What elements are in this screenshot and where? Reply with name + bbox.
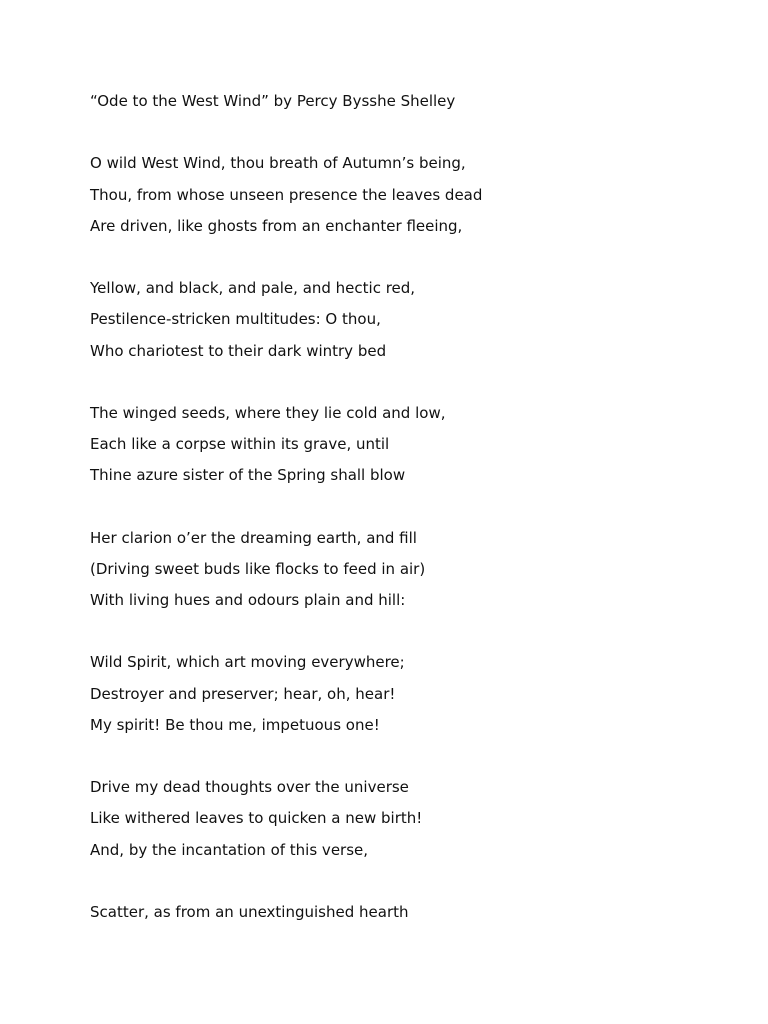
poem-line: Yellow, and black, and pale, and hectic red, xyxy=(90,279,416,298)
stanza xyxy=(90,523,710,617)
stanza xyxy=(90,897,710,928)
poem-line: With living hues and odours plain and hill: xyxy=(90,591,406,609)
stanza-gap xyxy=(90,866,710,897)
stanza xyxy=(90,148,710,242)
poem-line: Are driven, like ghosts from an enchanter fleeing, xyxy=(90,216,463,235)
poem-line: Her clarion o’er the dreaming earth, and fill xyxy=(90,528,417,547)
poem-line: Scatter, as from an unextinguished hearth xyxy=(90,902,409,921)
poem-line: Who chariotest to their dark wintry bed xyxy=(90,341,387,360)
poem-line: My spirit! Be thou me, impetuous one! xyxy=(90,715,380,734)
poem-line: Each like a corpse within its grave, until xyxy=(90,435,390,454)
poem-line: Pestilence-stricken multitudes: O thou, xyxy=(90,310,381,329)
poem-line: The winged seeds, where they lie cold and low, xyxy=(90,403,446,422)
poem-line: Wild Spirit, which art moving everywhere; xyxy=(90,653,405,672)
poem-line: O wild West Wind, thou breath of Autumn’s being, xyxy=(90,154,466,173)
stanza-gap xyxy=(90,741,710,772)
stanza-gap xyxy=(90,367,710,398)
stanza-gap xyxy=(90,616,710,647)
stanza xyxy=(90,772,710,866)
stanza xyxy=(90,398,710,492)
stanza-gap xyxy=(90,117,710,148)
stanza-gap xyxy=(90,491,710,522)
poem-line: Like withered leaves to quicken a new birth! xyxy=(90,809,423,828)
poem-line: Thine azure sister of the Spring shall blow xyxy=(90,466,406,485)
poem-line: Destroyer and preserver; hear, oh, hear! xyxy=(90,684,396,703)
poem-line: (Driving sweet buds like flocks to feed in air) xyxy=(90,559,426,578)
stanza-gap xyxy=(90,242,710,273)
stanza xyxy=(90,647,710,741)
poem-line: Thou, from whose unseen presence the leaves dead xyxy=(90,185,483,204)
poem-title: “Ode to the West Wind” by Percy Bysshe Shelley xyxy=(90,92,456,110)
stanza xyxy=(90,273,710,367)
poem-text xyxy=(90,86,710,928)
poem-line: Drive my dead thoughts over the universe xyxy=(90,778,409,797)
poem-line: And, by the incantation of this verse, xyxy=(90,840,369,859)
